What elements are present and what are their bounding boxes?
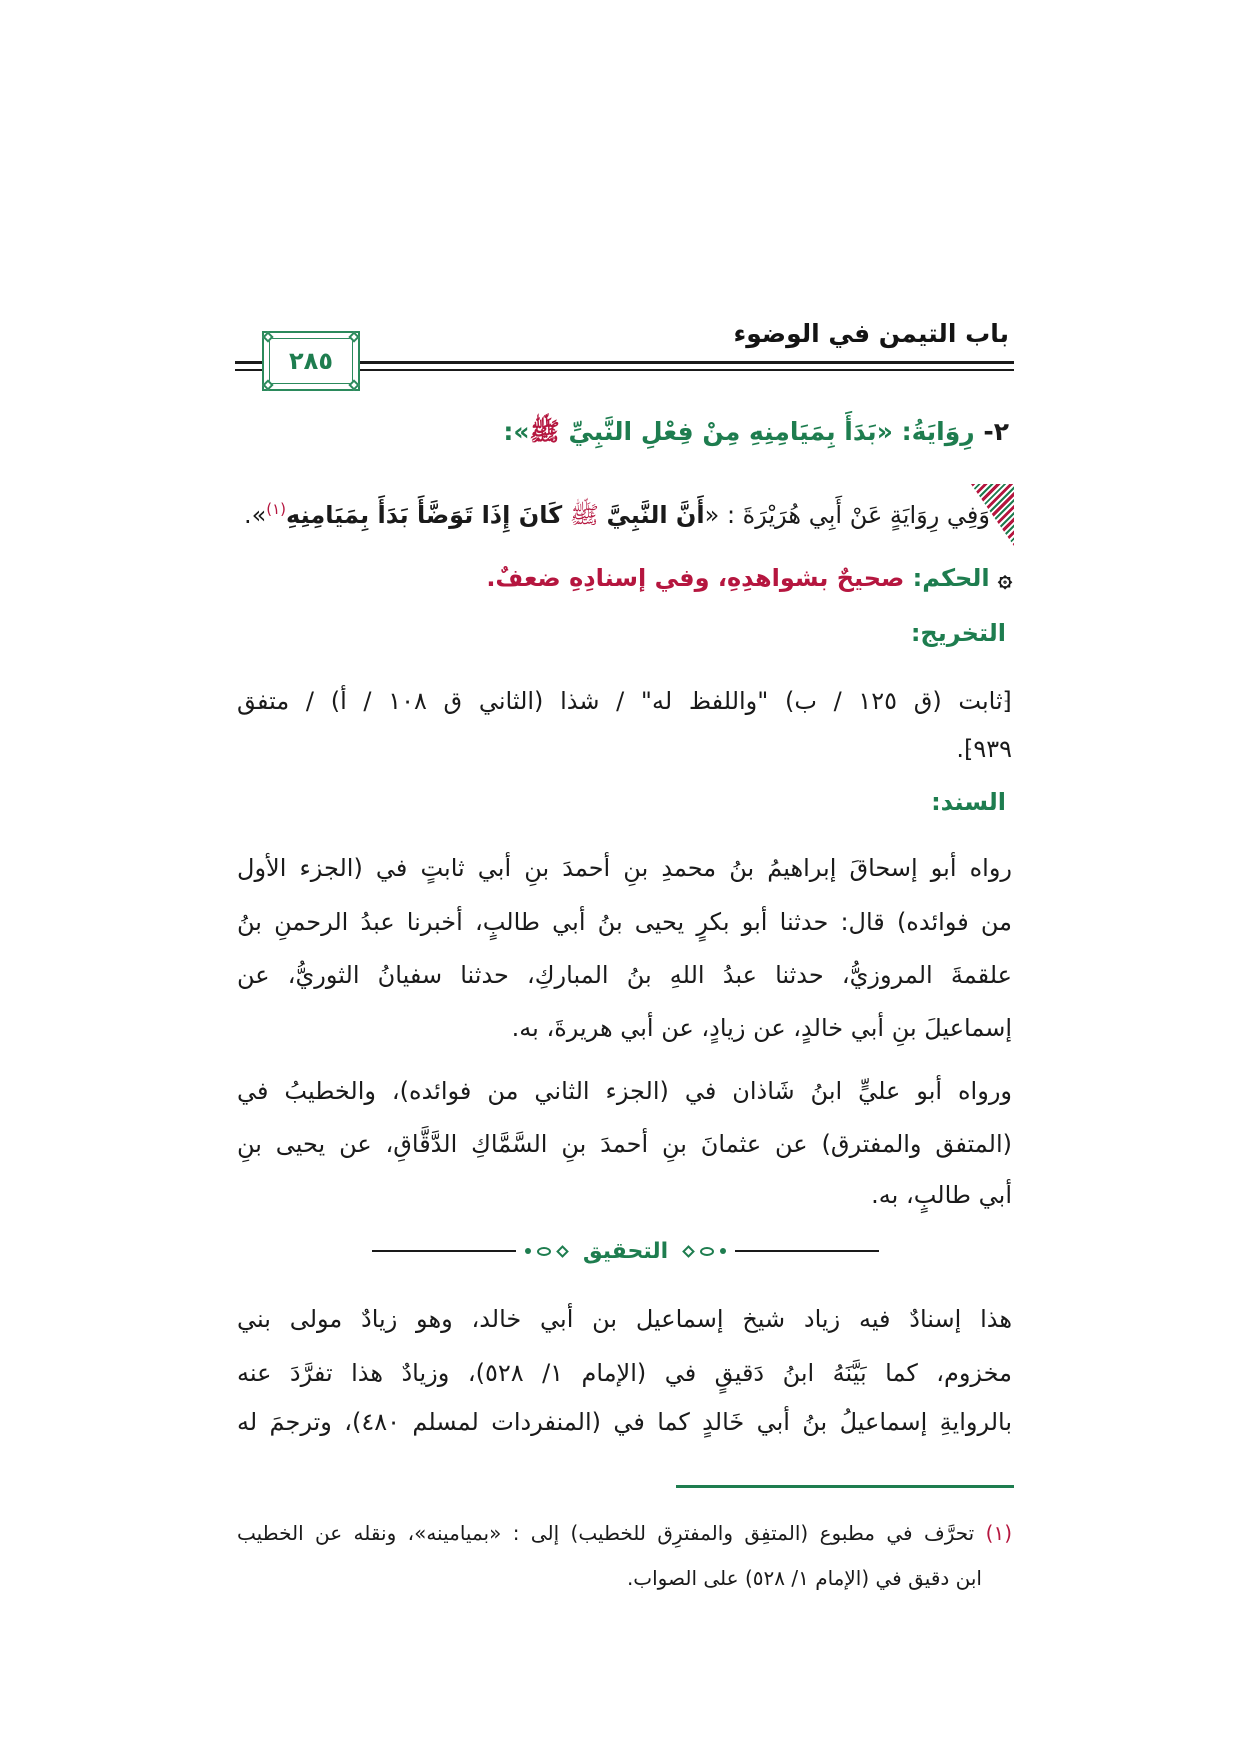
- tahqiq-label: التحقيق: [582, 1238, 669, 1264]
- entry-heading-quote: «بَدَأَ بِمَيَامِنِهِ مِنْ فِعْلِ النَّبِيِّ: [568, 417, 893, 446]
- footnote-line: ابن دقيق في (الإمام ١/ ٥٢٨) على الصواب.: [626, 1566, 982, 1590]
- divider-line: [372, 1250, 516, 1252]
- tahqiq-line: مخزوم، كما بَيَّنَهُ ابنُ دَقيقٍ في (الإمام ١/ ٥٢٨)، وزيادٌ هذا تفرَّدَ عنه: [237, 1359, 1013, 1387]
- salutation-mark: ﷺ: [529, 417, 560, 446]
- footnote-text: تحرَّف في مطبوع (المتفِق والمفترِق للخطيب) إلى : «بميامينه»، ونقله عن الخطيب: [237, 1521, 975, 1545]
- frame-ornament-icon: [262, 331, 273, 342]
- salutation-mark: ﷺ: [569, 501, 599, 529]
- isnad-paragraph-1-line: من فوائده) قال: حدثنا أبو بكرٍ يحيى بنُ أبي طالبٍ، أخبرنا عبدُ الرحمنِ بنُ: [237, 908, 1012, 936]
- footnote-separator: [676, 1485, 1014, 1488]
- narration-quote-part1: أَنَّ النَّبِيَّ: [606, 501, 705, 529]
- footnote-line: [237, 1517, 1012, 1549]
- narration-line: [235, 495, 990, 535]
- isnad-label: السند:: [931, 788, 1006, 816]
- frame-ornament-icon: [348, 331, 359, 342]
- divider-ornament-icon: [522, 1247, 571, 1256]
- page-number-inner-frame: [269, 338, 353, 384]
- isnad-paragraph-2-line: (المتفق والمفترق) عن عثمانَ بنِ أحمدَ بنِ السَّمَّاكِ الدَّقَّاقِ، عن يحيى بنِ: [237, 1130, 1012, 1158]
- isnad-paragraph-2-line: أبي طالبٍ، به.: [871, 1181, 1012, 1209]
- entry-heading-close: »:: [503, 417, 530, 446]
- chapter-title: باب التيمن في الوضوء: [733, 319, 1009, 348]
- ruling-text: صحيحٌ بشواهدِهِ، وفي إسنادِهِ ضعفٌ.: [486, 564, 905, 592]
- isnad-paragraph-2-line: ورواه أبو عليٍّ ابنُ شَاذان في (الجزء الثاني من فوائده)، والخطيبُ في: [237, 1077, 1012, 1105]
- takhrij-line: ٩٣٩⁆.: [956, 735, 1012, 763]
- ruling-line: [237, 558, 1012, 598]
- divider-line: [735, 1250, 879, 1252]
- isnad-paragraph-1-line: إسماعيلَ بنِ أبي خالدٍ، عن زيادٍ، عن أبي هريرةَ، به.: [511, 1014, 1012, 1042]
- page-number-frame: [262, 331, 360, 391]
- footnote-reference: (١): [266, 500, 287, 518]
- quote-close: ».: [243, 501, 267, 529]
- rosette-icon: ۞: [997, 564, 1012, 592]
- ruling-label: الحكم:: [912, 564, 990, 592]
- frame-ornament-icon: [262, 379, 273, 390]
- tahqiq-divider: [372, 1231, 879, 1271]
- quote-open: «: [704, 501, 720, 529]
- page-number: ٢٨٥: [289, 347, 333, 375]
- frame-ornament-icon: [348, 379, 359, 390]
- takhrij-label: التخريج:: [910, 619, 1006, 647]
- divider-ornament-icon: [680, 1247, 729, 1256]
- entry-number: ٢-: [983, 417, 1009, 446]
- entry-heading-label: رِوَايَةُ:: [901, 417, 975, 446]
- isnad-paragraph-1-line: علقمةَ المروزيُّ، حدثنا عبدُ اللهِ بنُ المباركِ، حدثنا سفيانُ الثوريُّ، عن: [237, 961, 1012, 989]
- narration-quote-part2: كَانَ إِذَا تَوَضَّأَ بَدَأَ بِمَيَامِنِهِ: [286, 501, 563, 529]
- takhrij-line: ⁅ثابت (ق ١٢٥ / ب) "واللفظ له" / شذا (الثاني ق ١٠٨ / أ) / متفق: [237, 687, 1013, 715]
- entry-heading: [234, 412, 1009, 452]
- isnad-paragraph-1-line: رواه أبو إسحاقَ إبراهيمُ بنُ محمدِ بنِ أحمدَ بنِ أبي ثابتٍ في (الجزء الأول: [237, 854, 1012, 882]
- tahqiq-line: هذا إسنادٌ فيه زياد شيخ إسماعيل بن أبي خالد، وهو زيادٌ مولى بني: [237, 1305, 1012, 1333]
- footnote-marker: (١): [985, 1521, 1013, 1545]
- tahqiq-line: بالروايةِ إسماعيلُ بنُ أبي خَالدٍ كما في (المنفردات لمسلم ٤٨٠)، وترجمَ له: [237, 1408, 1012, 1436]
- narration-intro: وَفِي رِوَايَةٍ عَنْ أَبِي هُرَيْرَةَ :: [726, 501, 990, 529]
